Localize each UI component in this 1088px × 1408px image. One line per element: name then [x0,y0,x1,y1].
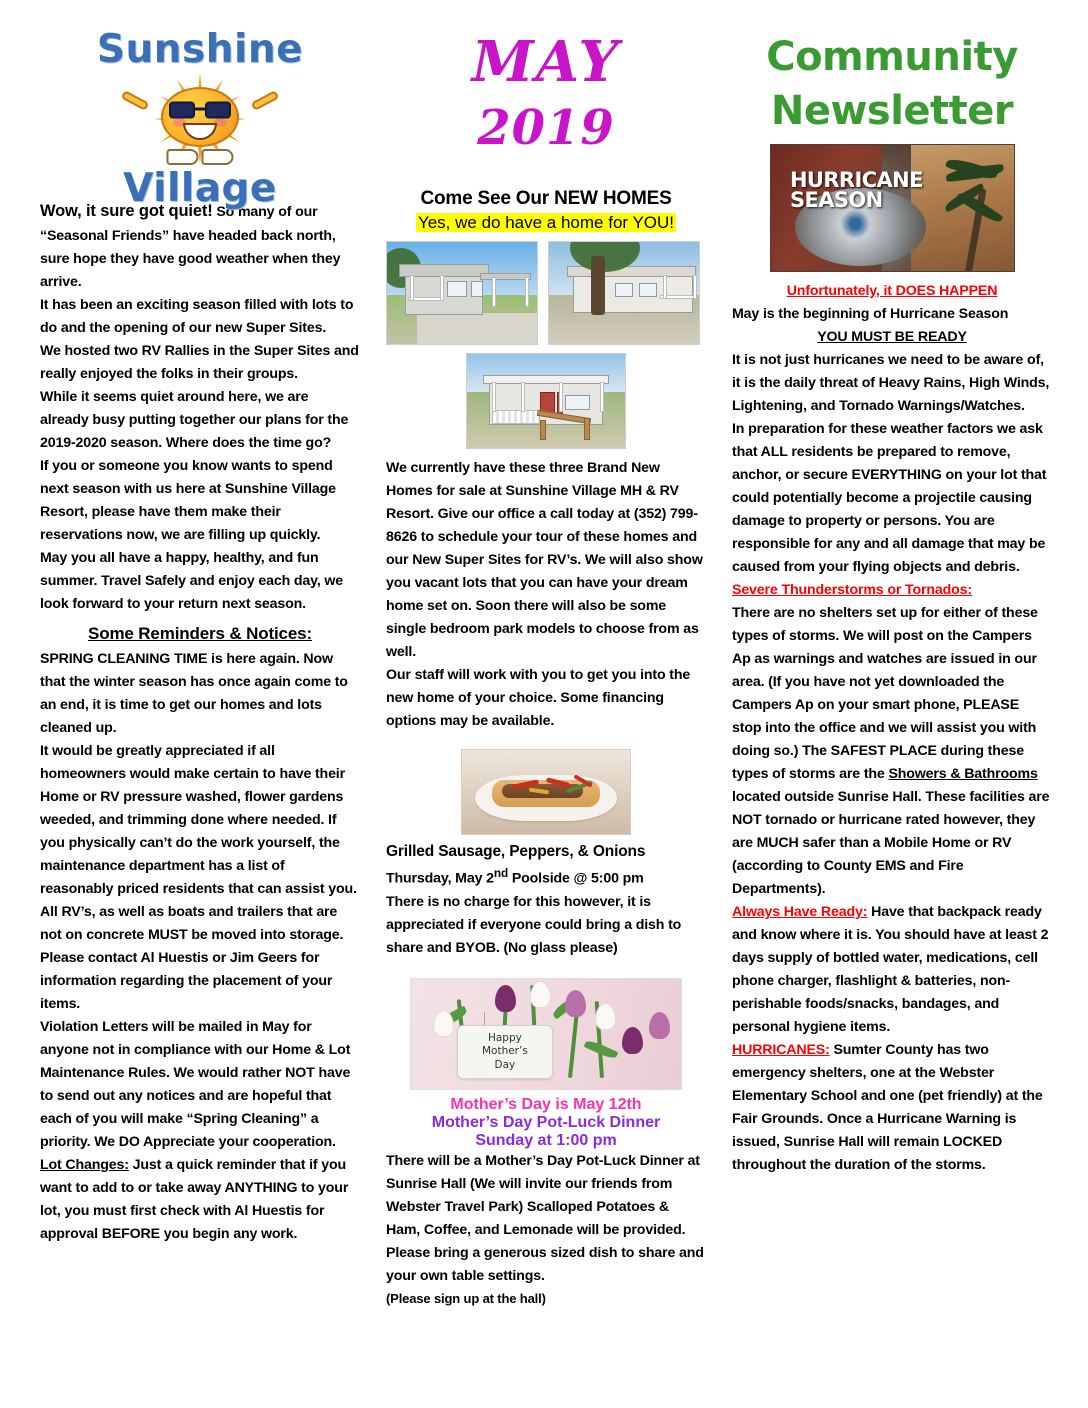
left-column-body [40,198,360,1246]
hurricane-intro-2: In preparation for these weather factors we ask that ALL residents be prepared to remove, anchor, or secure EVERYTHING on your lot that could potentially become a projectile causing damage to property or persons. You are responsible for any and all damage that may be caused from your flying objects and debris. [732,421,1047,575]
lot-changes-tail: you begin any work. [159,1226,298,1243]
mothers-day-gift-tag [457,1025,553,1079]
hurricane-content [732,280,1052,1177]
hurricanes-paragraph [732,1039,1052,1177]
masthead-year: 2019 [477,100,615,157]
paragraph-plans: While it seems quiet around here, we are already busy putting together our plans for the 2019-2020 season. Where does the time go? [40,388,349,451]
logo-text-village: Village [123,166,277,211]
office-phone: (352) 799-8626 [386,505,698,545]
page-title-newsletter: Newsletter [770,88,1014,134]
new-home-photo-2 [548,241,700,345]
lot-changes-paragraph [40,1154,360,1246]
paragraph-season: It has been an exciting season filled with lots to do and the opening of our new Super Sites. [40,296,354,336]
reminder-spring-cleaning: SPRING CLEANING TIME is here again. Now that the winter season has once again come to an end, it is time to get our homes and lots cleaned up. [40,651,348,737]
heading-severe-storms: Severe Thunderstorms or Tornados: [732,582,972,598]
welcome-lead-rest: So many of our “Seasonal Friends” have headed back north, sure hope they have good weather when they arrive. [40,204,341,290]
mothers-day-paragraph-1: There will be a Mother’s Day Pot-Luck Dinner at Sunrise Hall (We will invite our friends from Webster Travel Park) Scalloped Potatoes & Ham, Coffee, and Lemonade will be provided. [386,1152,700,1238]
new-home-photo-3 [466,353,626,449]
mothers-day-time-line: Sunday at 1:00 pm [475,1131,617,1149]
lot-changes-label: Lot Changes: [40,1157,129,1174]
heading-does-happen: Unfortunately, it DOES HAPPEN [786,283,998,299]
sausage-event-place: Poolside @ 5:00 pm [508,870,644,887]
sausage-event-ordinal: nd [493,866,509,881]
hurricane-banner-text [789,168,923,213]
tag-line-3: Day [494,1058,516,1071]
heading-hurricanes: HURRICANES: [732,1042,830,1058]
lot-changes-text: Just a quick reminder that if you want to add to or take away ANYTHING to your lot, you must first check with Al Huestis for approval [40,1157,349,1243]
mothers-day-signup-note: (Please sign up at the hall) [386,1290,546,1306]
always-ready-body: Have that backpack ready and know where it is. You should have at least 2 days supply of bottled water, medications, cell phone charger, flashlight & batteries, non-perishable foods/snacks, bandages, and personal hygiene items. [732,904,1049,1035]
mothers-day-body [386,1150,706,1309]
sausage-event-when [386,864,706,891]
mothers-day-date-line: Mother’s Day is May 12th [450,1095,642,1113]
reminder-violation-letters: Violation Letters will be mailed in May for anyone not in compliance with our Home & Lot Maintenance Rules. We would rather NOT have to send out any notices and are hopeful that each of you will make “Spring Cleaning” a priority. We DO Appreciate your cooperation. [40,1019,351,1151]
new-homes-text-b: to schedule your tour of these homes and our New Super Sites for RV’s. We will also show you vacant lots that you can have your dream home set on. Soon there will also be some single bedroom park models to choose from as well. [386,528,703,660]
new-homes-heading: Come See Our NEW HOMES [420,187,672,209]
hurricane-banner-line1: HURRICANE [789,168,923,193]
sun-with-sunglasses-icon [125,71,275,167]
storms-paragraph [732,602,1052,901]
paragraph-rallies: We hosted two RV Rallies in the Super Sites and really enjoyed the folks in their groups. [40,342,359,382]
hurricanes-body: Sumter County has two emergency shelters, one at the Webster Elementary School and one (pet friendly) at the Fair Grounds. Once a Hurricane Warning is issued, Sunrise Hall will remain LOCKED throughout the duration of the storms. [732,1042,1043,1173]
left-column [40,27,360,1246]
new-homes-subheading: Yes, we do have a home for YOU! [417,212,675,232]
sausage-event-block [386,839,706,960]
tag-line-1: Happy [487,1032,522,1045]
grilled-sausage-photo [461,749,631,835]
storms-safest-place: SAFEST PLACE [830,743,937,759]
hurricane-season-banner [770,144,1015,272]
new-homes-photo-row [386,241,706,345]
welcome-paragraph [40,198,360,294]
reminders-heading: Some Reminders & Notices: [88,623,312,643]
new-homes-paragraph-2: Our staff will work with you to get you into the new home of your choice. Some financing options may be available. [386,666,691,729]
lot-changes-before: BEFORE [101,1226,160,1243]
new-home-photo-1 [386,241,538,345]
right-column [732,30,1052,1177]
paragraph-reservations: If you or someone you know wants to spend next season with us here at Sunshine Village Resort, please have them make their reservations now, we are filling up quickly. [40,457,336,543]
always-ready-paragraph [732,901,1052,1039]
storms-text-2: during these types of storms are the [732,743,1024,782]
hurricane-season-line: May is the beginning of Hurricane Season [732,306,1009,322]
storms-ems-note: (according to County EMS and Fire Departments). [732,858,964,897]
logo-text-sunshine: Sunshine [96,27,304,72]
sausage-event-day: Thursday, May 2 [386,870,494,887]
sausage-event-body: There is no charge for this however, it is appreciated if everyone could bring a dish to share and BYOB. (No glass please) [386,893,682,956]
masthead-month: MAY [471,29,621,95]
hurricane-banner-line2: SEASON [789,188,883,213]
mothers-day-potluck-line: Mother’s Day Pot-Luck Dinner [431,1113,661,1131]
heading-always-have-ready: Always Have Ready: [732,904,868,920]
storms-text-1: There are no shelters set up for either of these types of storms. We will post on the Campers Ap as warnings and watches are issued in our area. (If you have not yet downloaded the Campers Ap on your smart phone, PLEASE stop into the office and we will assist you with doing so.) The [732,605,1038,759]
mothers-day-paragraph-2: Please bring a generous sized dish to share and your own table settings. [386,1244,704,1284]
page-title-community: Community [766,34,1018,80]
sunglasses-icon [169,102,231,119]
storms-showers-bathrooms: Showers & Bathrooms [888,766,1038,782]
paragraph-summer: May you all have a happy, healthy, and fun summer. Travel Safely and enjoy each day, we look forward to your return next season. [40,549,344,612]
welcome-lead: Wow, it sure got quiet! [40,202,213,220]
heading-must-be-ready: YOU MUST BE READY [817,329,967,345]
reminder-rv-storage: All RV’s, as well as boats and trailers that are not on concrete MUST be moved into storage. Please contact Al Huestis or Jim Geers for information regarding the placement of your items. [40,904,344,1013]
storms-text-3: located outside Sunrise Hall. These facilities are NOT tornado or hurricane rated however, they are MUCH safer than a Mobile Home or RV [732,789,1050,851]
sun-face [161,87,239,147]
new-homes-text-a: We currently have these three Brand New Homes for sale at Sunshine Village MH & RV Resort. Give our office a call today at [386,459,679,522]
new-homes-body [386,457,706,733]
middle-column [386,30,706,1309]
hurricane-intro-1: It is not just hurricanes we need to be aware of, it is the daily threat of Heavy Rains, High Winds, Lightening, and Tornado Warnings/Watches. [732,352,1050,414]
happy-mothers-day-photo [410,978,682,1090]
sausage-event-title: Grilled Sausage, Peppers, & Onions [386,842,646,860]
sun-shoes [167,149,234,165]
new-homes-paragraph-1 [386,457,706,664]
tag-line-2: Mother’s [481,1045,528,1058]
reminder-pressure-wash: It would be greatly appreciated if all homeowners would make certain to have their Home or RV pressure washed, flower gardens weeded, and trimming done where needed. If you physically can’t do the work yourself, the maintenance department has a list of reasonably priced residents that can assist you. [40,743,357,898]
sun-smile [183,123,217,140]
